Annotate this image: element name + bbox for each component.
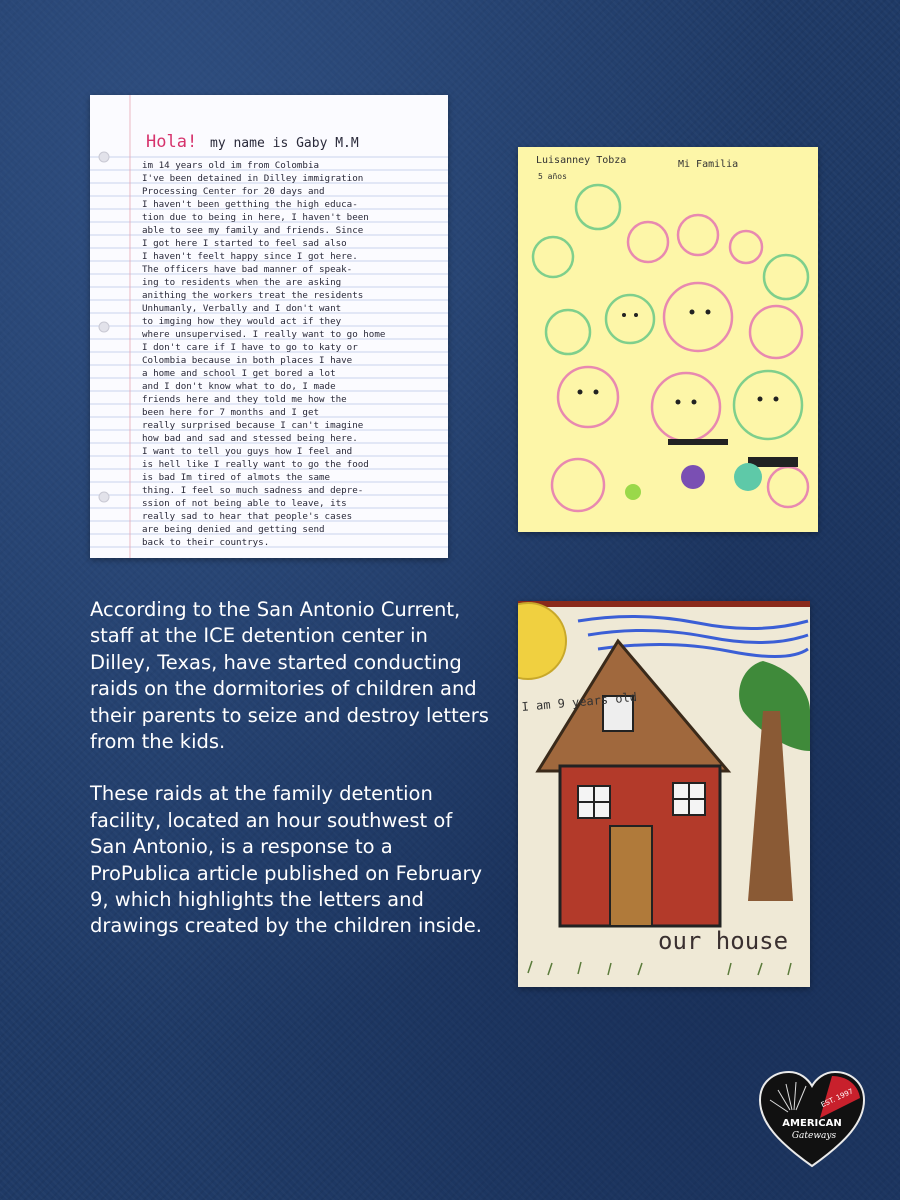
letter-greeting: Hola!	[146, 132, 198, 152]
letter-line: I want to tell you guys how I feel and	[142, 446, 353, 457]
drawing-caption: our house	[658, 927, 789, 955]
letter-line: a home and school I get bored a lot	[142, 368, 336, 379]
letter-line: really surprised because I can't imagine	[142, 420, 364, 431]
letter-line: ssion of not being able to leave, its	[142, 498, 347, 509]
letter-line: Processing Center for 20 days and	[142, 186, 325, 197]
letter-line: able to see my family and friends. Since	[142, 225, 364, 236]
letter-line: how bad and sad and stessed being here.	[142, 433, 358, 444]
logo-est-text: EST. 1997	[819, 1087, 855, 1110]
letter-line: and I don't know what to do, I made	[142, 381, 336, 392]
logo-sub-text: Gateways	[791, 1131, 837, 1141]
letter-line: back to their countrys.	[142, 537, 270, 548]
letter-line: tion due to being in here, I haven't been	[142, 212, 369, 223]
article-paragraph-2: These raids at the family detention facility, located an hour southwest of San Antonio, is a response to a ProPublica article published on February 9, which highlights the letters and drawings created by the children inside.	[90, 782, 483, 938]
article-paragraph-1: According to the San Antonio Current, staff at the ICE detention center in Dilley, Texas, have started conducting raids on the dormitories of children and their parents to seize and destroy letters from the kids.	[90, 598, 489, 754]
letter-line: ing to residents when the are asking	[142, 277, 342, 288]
american-gateways-logo	[758, 1070, 866, 1170]
letter-line: friends here and they told me how the	[142, 394, 347, 405]
letter-line: Unhumanly, Verbally and I don't want	[142, 303, 342, 314]
letter-line: to imging how they would act if they	[142, 316, 342, 327]
letter-line: I've been detained in Dilley immigration	[142, 173, 364, 184]
letter-line: I haven't feelt happy since I got here.	[142, 251, 358, 262]
letter-line: thing. I feel so much sadness and depre-	[142, 485, 364, 496]
letter-paper	[90, 95, 448, 558]
drawing-age-text: I am 9 years old	[521, 689, 638, 714]
heart-logo-icon	[758, 1070, 866, 1170]
letter-line: The officers have bad manner of speak-	[142, 264, 353, 275]
family-drawing-art	[518, 147, 818, 532]
letter-line: anithing the workers treat the residents	[142, 290, 364, 301]
drawing-artist-name: Luisanney Tobza	[536, 155, 627, 166]
letter-line: I haven't been getthing the high educa-	[142, 199, 358, 210]
letter-line: are being denied and getting send	[142, 524, 325, 535]
letter-name-line: my name is Gaby M.M	[210, 136, 359, 151]
letter-line: really sad to hear that people's cases	[142, 511, 353, 522]
article-body	[90, 597, 490, 966]
house-drawing	[518, 601, 810, 987]
letter-line: im 14 years old im from Colombia	[142, 160, 320, 171]
letter-line: been here for 7 months and I get	[142, 407, 320, 418]
letter-line: is hell like I really want to go the food	[142, 459, 369, 470]
drawing-title: Mi Familia	[678, 159, 739, 170]
letter-line: Colombia because in both places I have	[142, 355, 353, 366]
letter-line: is bad Im tired of almots the same	[142, 472, 331, 483]
letter-line: where unsupervised. I really want to go home	[142, 329, 386, 340]
logo-name-text: AMERICAN	[782, 1118, 842, 1129]
drawing-artist-age: 5 años	[538, 172, 567, 181]
letter-line: I got here I started to feel sad also	[142, 238, 347, 249]
family-drawing	[518, 147, 818, 532]
handwritten-letter	[90, 95, 448, 558]
letter-line: I don't care if I have to go to katy or	[142, 342, 358, 353]
house-drawing-art	[518, 601, 810, 987]
